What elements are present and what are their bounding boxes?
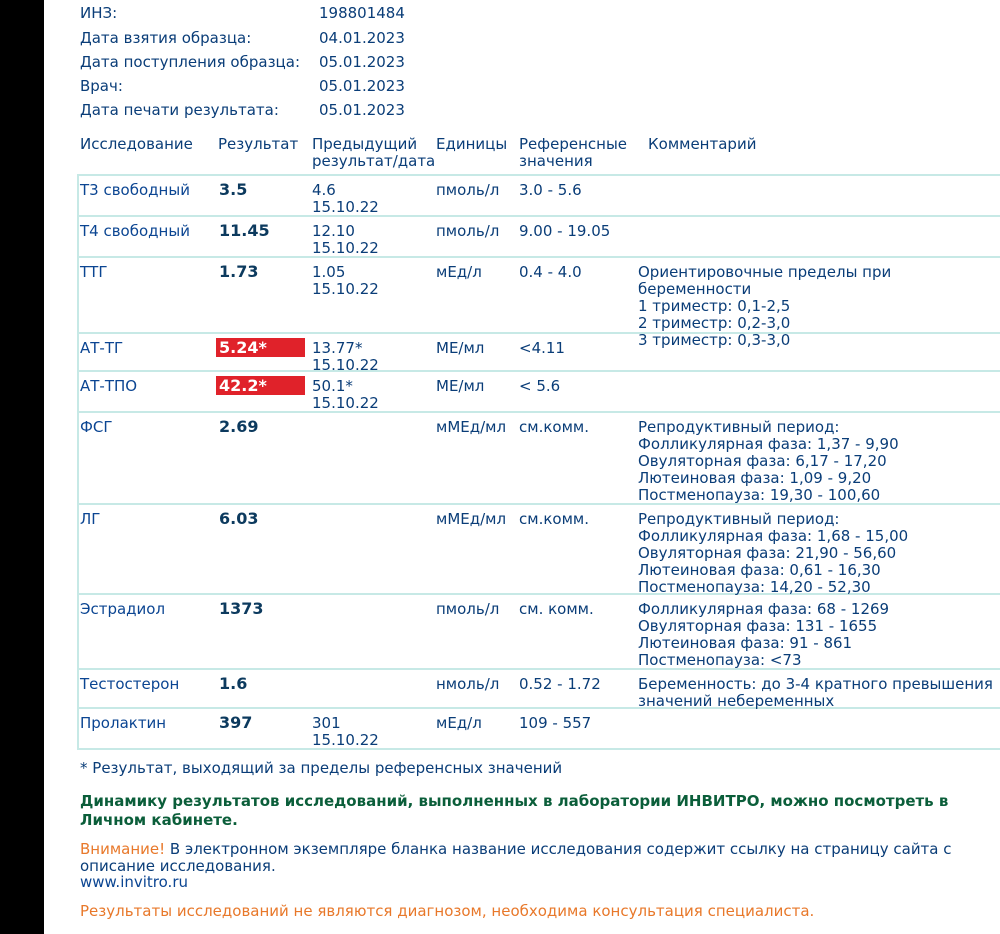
info-label: Дата печати результата:	[80, 101, 279, 119]
column-header-comment: Комментарий	[648, 135, 757, 153]
result-value: 1373	[219, 599, 264, 618]
previous-result: 1.05 15.10.22	[312, 263, 379, 298]
comment: Фолликулярная фаза: 68 - 1269 Овуляторная фаза: 131 - 1655 Лютеиновая фаза: 91 - 861 Постменопауза: <73	[638, 600, 890, 669]
units: мЕд/л	[436, 263, 482, 281]
test-name[interactable]: АТ-ТГ	[80, 339, 124, 357]
reference-range: см.комм.	[519, 510, 589, 528]
units: пмоль/л	[436, 600, 500, 618]
table-divider	[78, 370, 1000, 372]
units: МЕ/мл	[436, 339, 485, 357]
comment: Ориентировочные пределы при беременности 1 триместр: 0,1-2,5 2 триместр: 0,2-3,0 3 триместр: 0,3-3,0	[638, 263, 892, 349]
units: нмоль/л	[436, 675, 500, 693]
column-header-test: Исследование	[80, 135, 193, 153]
comment: Репродуктивный период: Фолликулярная фаза: 1,68 - 15,00 Овуляторная фаза: 21,90 - 56,60 Лютеиновая фаза: 0,61 - 16,30 Постменопауза: 14,20 - 52,30	[638, 510, 909, 596]
lab-report-sheet	[44, 0, 1000, 934]
dynamics-notice: Динамику результатов исследований, выполненных в лаборатории ИНВИТРО, можно посмотреть в Личном кабинете.	[80, 792, 949, 829]
footnote: * Результат, выходящий за пределы референсных значений	[80, 759, 563, 777]
test-name[interactable]: ФСГ	[80, 418, 113, 436]
column-header-reference: Референсные значения	[519, 135, 628, 170]
result-value: 11.45	[219, 221, 270, 240]
reference-range: 9.00 - 19.05	[519, 222, 611, 240]
info-label: Дата поступления образца:	[80, 53, 300, 71]
info-value: 05.01.2023	[319, 77, 405, 95]
table-divider	[78, 174, 1000, 176]
test-name[interactable]: Пролактин	[80, 714, 167, 732]
units: мМЕд/мл	[436, 418, 507, 436]
reference-range: см. комм.	[519, 600, 594, 618]
test-name[interactable]: Т4 свободный	[80, 222, 190, 240]
reference-range: 3.0 - 5.6	[519, 181, 582, 199]
table-divider	[78, 411, 1000, 413]
column-header-result: Результат	[218, 135, 299, 153]
site-link[interactable]: www.invitro.ru	[80, 873, 188, 891]
info-value: 198801484	[319, 4, 405, 22]
previous-result: 13.77* 15.10.22	[312, 339, 379, 374]
test-name[interactable]: АТ-ТПО	[80, 377, 138, 395]
units: МЕ/мл	[436, 377, 485, 395]
units: мМЕд/мл	[436, 510, 507, 528]
previous-result: 50.1* 15.10.22	[312, 377, 379, 412]
reference-range: < 5.6	[519, 377, 561, 395]
test-name[interactable]: ТТГ	[80, 263, 108, 281]
reference-range: 0.52 - 1.72	[519, 675, 601, 693]
reference-range: см.комм.	[519, 418, 589, 436]
info-label: ИНЗ:	[80, 4, 118, 22]
attention-text: В электронном экземпляре бланка название исследования содержит ссылку на страницу сайта с описание исследования.	[80, 840, 952, 875]
result-value-flagged: 42.2*	[216, 376, 305, 395]
previous-result: 4.6 15.10.22	[312, 181, 379, 216]
test-name[interactable]: Тестостерон	[80, 675, 180, 693]
result-value: 2.69	[219, 417, 259, 436]
units: мЕд/л	[436, 714, 482, 732]
info-label: Врач:	[80, 77, 123, 95]
previous-result: 301 15.10.22	[312, 714, 379, 749]
test-name[interactable]: ЛГ	[80, 510, 101, 528]
result-value: 3.5	[219, 180, 248, 199]
column-header-previous: Предыдущий результат/дата	[312, 135, 436, 170]
attention-notice	[80, 841, 1000, 875]
reference-range: 109 - 557	[519, 714, 592, 732]
units: пмоль/л	[436, 181, 500, 199]
attention-label: Внимание!	[80, 840, 166, 858]
table-divider	[78, 748, 1000, 750]
column-header-units: Единицы	[436, 135, 508, 153]
units: пмоль/л	[436, 222, 500, 240]
previous-result: 12.10 15.10.22	[312, 222, 379, 257]
disclaimer: Результаты исследований не являются диагнозом, необходима консультация специалиста.	[80, 902, 815, 920]
reference-range: <4.11	[519, 339, 565, 357]
comment: Репродуктивный период: Фолликулярная фаза: 1,37 - 9,90 Овуляторная фаза: 6,17 - 17,20 Лютеиновая фаза: 1,09 - 9,20 Постменопауза: 19,30 - 100,60	[638, 418, 899, 504]
result-value-flagged: 5.24*	[216, 338, 305, 357]
info-label: Дата взятия образца:	[80, 29, 252, 47]
result-value: 1.73	[219, 262, 259, 281]
table-divider	[78, 256, 1000, 258]
table-left-border	[77, 174, 79, 750]
test-name[interactable]: Эстрадиол	[80, 600, 166, 618]
comment: Беременность: до 3-4 кратного превышения значений небеременных	[638, 675, 993, 710]
test-name[interactable]: Т3 свободный	[80, 181, 190, 199]
info-value: 04.01.2023	[319, 29, 405, 47]
info-value: 05.01.2023	[319, 101, 405, 119]
table-divider	[78, 215, 1000, 217]
result-value: 1.6	[219, 674, 248, 693]
result-value: 397	[219, 713, 253, 732]
info-value: 05.01.2023	[319, 53, 405, 71]
result-value: 6.03	[219, 509, 259, 528]
reference-range: 0.4 - 4.0	[519, 263, 582, 281]
